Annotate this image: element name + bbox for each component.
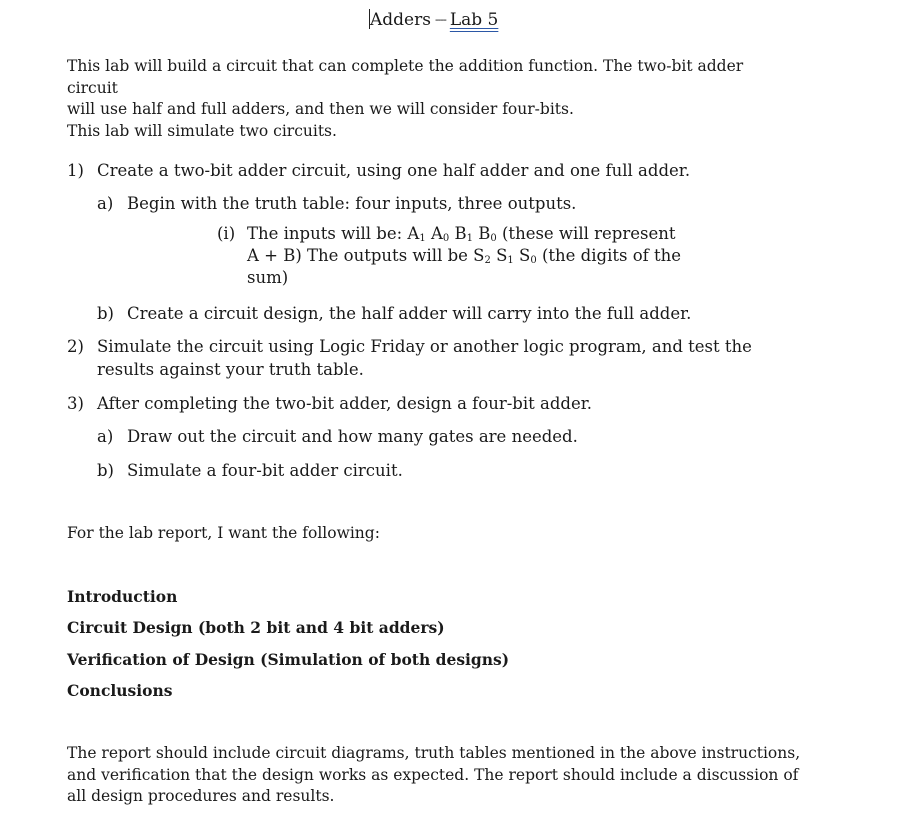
- list-text: Create a two-bit adder circuit, using one half adder and one full adder.: [97, 161, 691, 180]
- closing-line: all design procedures and results.: [67, 787, 335, 805]
- heading-conclusions: Conclusions: [67, 681, 173, 700]
- closing-line: and verification that the design works as expected. The report should include a discussion of: [67, 765, 799, 784]
- list-text: Create a circuit design, the half adder will carry into the full adder.: [127, 304, 692, 323]
- list-number: 2): [67, 337, 84, 356]
- intro-line: This lab will simulate two circuits.: [67, 121, 337, 140]
- list-number: (i): [217, 224, 236, 243]
- list-number: 3): [67, 394, 84, 413]
- intro-line: will use half and full adders, and then we will consider four-bits.: [67, 100, 574, 118]
- closing-line: The report should include circuit diagrams, truth tables mentioned in the above instructions,: [67, 744, 801, 762]
- list-number: a): [97, 194, 114, 213]
- title-lab: Lab 5: [449, 10, 499, 30]
- list-number: 1): [67, 161, 84, 180]
- list-text: Begin with the truth table: four inputs, three outputs.: [127, 194, 577, 213]
- title-prefix: Adders: [370, 10, 431, 30]
- list-text: The inputs will be: $A_1$ $A_0$ $B_1$ $B_0$ (these will represent A + B) The outputs will be $S_2$ $S_1$ $S_0$ (the digits of the sum): [247, 224, 682, 287]
- list-number: b): [97, 461, 114, 480]
- list-text: After completing the two-bit adder, design a four-bit adder.: [97, 394, 593, 413]
- intro-paragraph: [67, 56, 797, 142]
- document-title: [369, 8, 498, 32]
- list-text: Draw out the circuit and how many gates are needed.: [127, 427, 578, 446]
- report-lead-text: For the lab report, I want the following:: [67, 524, 380, 542]
- heading-introduction: Introduction: [67, 587, 178, 606]
- closing-paragraph: [67, 743, 807, 808]
- list-number: b): [97, 304, 114, 323]
- list-text: Simulate the circuit using Logic Friday or another logic program, and test the results against your truth table.: [97, 337, 752, 379]
- heading-verification: Verification of Design (Simulation of both designs): [67, 650, 510, 669]
- list-text: Simulate a four-bit adder circuit.: [127, 461, 403, 480]
- heading-circuit-design: Circuit Design (both 2 bit and 4 bit adders): [67, 618, 445, 637]
- intro-line: This lab will build a circuit that can complete the addition function. The two-bit adder circuit: [67, 57, 744, 97]
- list-number: a): [97, 427, 114, 446]
- title-dash: ----: [434, 13, 446, 26]
